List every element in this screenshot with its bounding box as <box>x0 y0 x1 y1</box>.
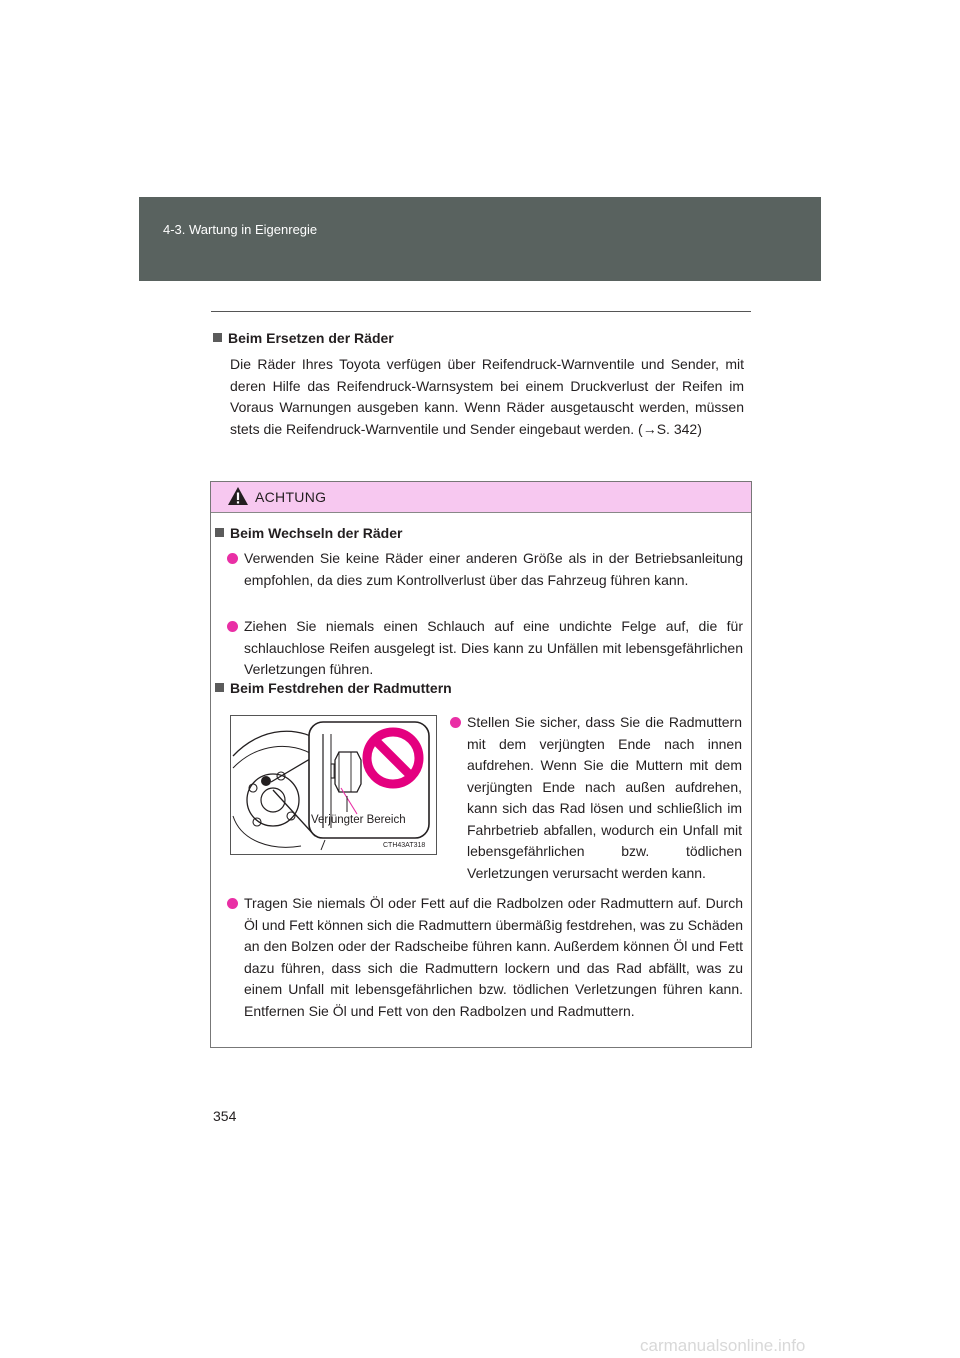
round-bullet-icon <box>227 621 238 632</box>
section-title: 4-3. Wartung in Eigenregie <box>163 222 318 237</box>
figure-label: Verjüngter Bereich <box>311 814 406 826</box>
list-item: Verwenden Sie keine Räder einer anderen Größe als in der Betriebsanleitung empfohlen, da dies zum Kontrollverlust über das Fahrzeug führen kann. <box>227 548 743 591</box>
round-bullet-icon <box>227 553 238 564</box>
warning-title: ACHTUNG <box>255 489 327 505</box>
figure-code: CTH43AT318 <box>383 842 426 849</box>
heading-wechseln: Beim Wechseln der Räder <box>215 525 402 541</box>
paragraph-ersetzen: Die Räder Ihres Toyota verfügen über Reifendruck-Warnventile und Sender, mit deren Hilfe das Reifendruck-Warnsystem bei einem Druckverlust der Reifen im Voraus Warnungen ausgeben kann. Wenn Räder ausgetauscht werden, müssen stets die Reifendruck-Warnventile und Sender eingebaut werden. (→S. 342) <box>230 356 744 437</box>
round-bullet-icon <box>450 717 461 728</box>
page-number: 354 <box>213 1108 237 1124</box>
watermark-logo <box>0 1332 960 1358</box>
warning-triangle-icon <box>227 486 249 506</box>
watermark-text: carmanualsonline.info <box>640 1336 806 1355</box>
square-bullet-icon <box>215 683 224 692</box>
divider-line <box>211 311 751 312</box>
square-bullet-icon <box>215 528 224 537</box>
heading-ersetzen: Beim Ersetzen der Räder <box>213 330 394 346</box>
square-bullet-icon <box>213 333 222 342</box>
section-header-bar <box>139 197 821 281</box>
wheel-nut-figure <box>230 715 437 855</box>
list-item: Stellen Sie sicher, dass Sie die Radmuttern mit dem verjüngten Ende nach innen aufdrehen. Wenn Sie die Muttern mit dem verjüngten Ende nach außen aufdrehen, kann sich das Rad lösen und schließlich im Fahrbetrieb abfallen, wodurch ein Unfall mit lebensgefährlichen bzw. tödlichen Verletzungen verursacht werden kann. <box>450 712 742 884</box>
list-item: Tragen Sie niemals Öl oder Fett auf die Radbolzen oder Radmuttern auf. Durch Öl und Fett können sich die Radmuttern übermäßig festdrehen, was zu Schäden an den Bolzen oder der Radscheibe führen kann. Außerdem können Öl und Fett dazu führen, dass sich die Radmuttern lockern und das Rad abfällt, was zu einem Unfall mit lebensgefährlichen bzw. tödlichen Verletzungen führen kann. Entfernen Sie Öl und Fett von den Radbolzen und Radmuttern. <box>227 893 743 1022</box>
round-bullet-icon <box>227 898 238 909</box>
list-item: Ziehen Sie niemals einen Schlauch auf eine undichte Felge auf, die für schlauchlose Reifen ausgelegt ist. Dies kann zu Unfällen mit lebensgefährlichen Verletzungen führen. <box>227 616 743 681</box>
warning-header <box>211 482 751 513</box>
warning-box <box>210 481 752 1048</box>
wheel-nut-illustration <box>231 716 436 854</box>
heading-festdrehen: Beim Festdrehen der Radmuttern <box>215 680 452 696</box>
